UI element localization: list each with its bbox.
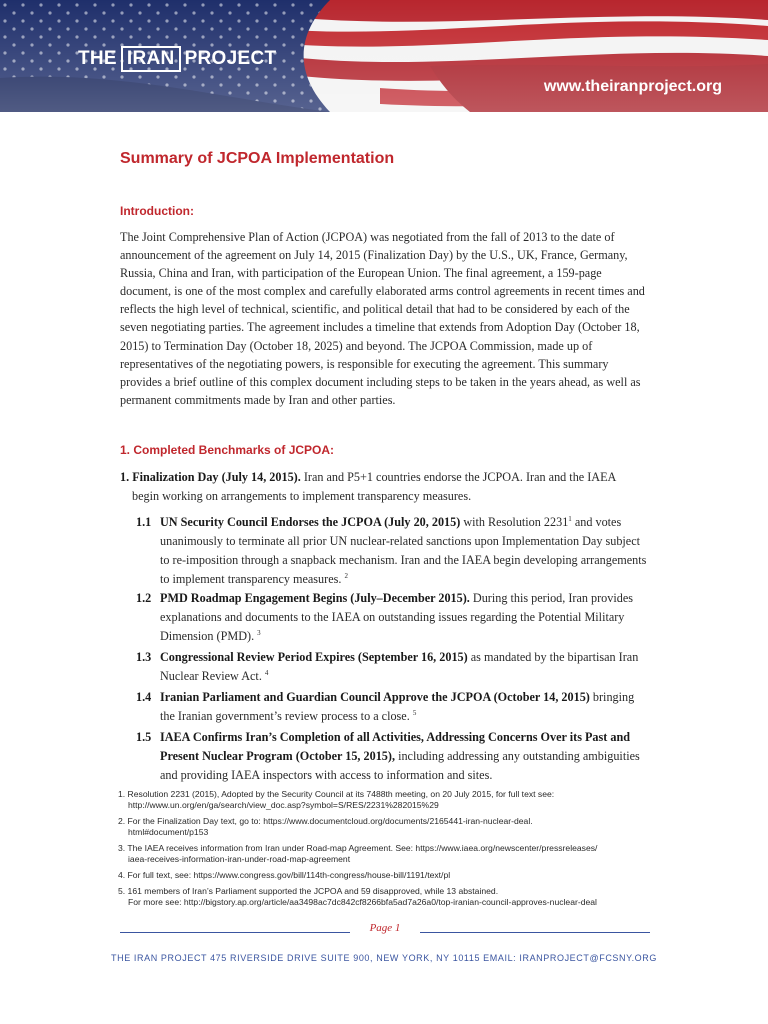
sub-item xyxy=(136,589,650,646)
sub-item-text: During this period, Iran provides explanations and documents to the IAEA on outstanding issues regarding the Potential Military Dimension (PMD). xyxy=(160,591,634,643)
sub-item xyxy=(136,648,650,686)
sub-item xyxy=(136,513,650,589)
sub-item-text: as mandated by the bipartisan Iran Nuclear Review Act. xyxy=(160,650,639,683)
footnote-ref[interactable]: 1 xyxy=(568,514,572,523)
page-number: Page 1 xyxy=(369,922,401,934)
footnotes xyxy=(118,789,658,913)
header-banner xyxy=(0,0,768,112)
footnote-line: 3. The IAEA receives information from Iran under Road-map Agreement. See: https://www.iaea.org/newscenter/pressreleases/ xyxy=(118,843,598,853)
footnote xyxy=(118,816,658,838)
logo-iran: IRAN xyxy=(121,46,181,72)
logo-the: THE xyxy=(78,48,117,69)
sub-item-text-after: and votes unanimously to terminate all prior UN nuclear-related sanctions upon Implementation Day subject to re-imposition through a snapback mechanism. Iran and the IAEA begin developing arrangements to implement transparency measures. xyxy=(160,515,647,586)
sub-item-text: including addressing any outstanding ambiguities and providing IAEA inspectors with access to information and sites. xyxy=(160,749,640,782)
sub-item-title: PMD Roadmap Engagement Begins (July–December 2015). xyxy=(160,591,470,605)
logo xyxy=(78,46,276,72)
footnote xyxy=(118,870,658,881)
benchmark-text-cont: begin working on arrangements to implement transparency measures. xyxy=(132,489,472,503)
benchmarks-heading: 1. Completed Benchmarks of JCPOA: xyxy=(120,443,335,457)
footnote-ref[interactable]: 4 xyxy=(264,668,269,677)
introduction-paragraph: The Joint Comprehensive Plan of Action (JCPOA) was negotiated from the fall of 2013 to the date of announcement of the agreement on July 14, 2015 (Finalization Day) by the U.S., UK, France, Germany, Russia, China and Iran, with participation of the European Union. The final agreement, a 159-page document, is one of the most complex and carefully elaborated arms control agreements in recent times and reflects the high level of technical, scientific, and political detail that had to be considered by each of the seven negotiating parties. The agreement includes a timeline that extends from Adoption Day (October 18, 2015) to Termination Day (October 18, 2025) and beyond. The JCPOA Commission, made up of representatives of the negotiating powers, is responsible for executing the agreement. This summary provides a brief outline of this complex document including steps to be taken in the years ahead, as well as permanent commitments made by Iran and other parties. xyxy=(120,230,645,407)
footnote-link[interactable]: html#document/p153 xyxy=(128,827,209,837)
footnote-ref[interactable]: 2 xyxy=(344,571,348,580)
footnote xyxy=(118,789,658,811)
introduction-heading: Introduction: xyxy=(120,204,194,218)
footnote-link[interactable]: iaea-receives-information-iran-under-road-map-agreement xyxy=(128,854,351,864)
footnote xyxy=(118,886,658,908)
page-title: Summary of JCPOA Implementation xyxy=(120,150,395,167)
footer-address: THE IRAN PROJECT 475 RIVERSIDE DRIVE SUITE 900, NEW YORK, NY 10115 EMAIL: IRANPROJECT@FCSNY.ORG xyxy=(111,953,657,963)
sub-item-title: UN Security Council Endorses the JCPOA (July 20, 2015) xyxy=(160,515,461,529)
sub-item-number: 1.3 xyxy=(136,650,152,664)
sub-item-number: 1.1 xyxy=(136,515,152,529)
logo-project: PROJECT xyxy=(184,48,277,69)
footnote-line: 1. Resolution 2231 (2015), Adopted by the Security Council at its 7488th meeting, on 20 July 2015, for full text see: xyxy=(118,789,555,799)
sub-item-title: Iranian Parliament and Guardian Council Approve the JCPOA (October 14, 2015) xyxy=(160,690,590,704)
footnote-line: 2. For the Finalization Day text, go to: https://www.documentcloud.org/documents/2165441-iran-nuclear-deal. xyxy=(118,816,533,826)
footnote-ref[interactable]: 5 xyxy=(412,708,417,717)
sub-item xyxy=(136,688,650,726)
sub-item-number: 1.4 xyxy=(136,690,152,704)
footnote xyxy=(118,843,658,865)
benchmark-text: Iran and P5+1 countries endorse the JCPOA. Iran and the IAEA xyxy=(300,470,617,484)
footnote-line: 5. 161 members of Iran’s Parliament supported the JCPOA and 59 disapproved, while 13 abstained. xyxy=(118,886,499,896)
sub-item-number: 1.2 xyxy=(136,591,152,605)
sub-item-number: 1.5 xyxy=(136,730,152,744)
page-indicator xyxy=(120,924,650,938)
footnote-link[interactable]: For more see: http://bigstory.ap.org/article/aa3498ac7dc842cf8266bfa5ad7a26a0/top-iranian-council-approves-nuclear-deal xyxy=(128,897,597,907)
website-link[interactable]: www.theiranproject.org xyxy=(543,78,722,95)
footnote-line: 4. For full text, see: https://www.congress.gov/bill/114th-congress/house-bill/1191/text/pl xyxy=(118,870,451,880)
sub-item xyxy=(136,728,650,785)
sub-item-text: bringing the Iranian government’s review process to a close. xyxy=(160,690,635,723)
sub-item-text: with Resolution 2231 xyxy=(460,515,569,529)
footnote-ref[interactable]: 3 xyxy=(257,628,261,637)
sub-item-title: IAEA Confirms Iran’s Completion of all Activities, Addressing Concerns Over its Past and Present Nuclear Program (October 15, 2015), xyxy=(160,730,631,763)
sub-item-title: Congressional Review Period Expires (September 16, 2015) xyxy=(160,650,468,664)
benchmark-item xyxy=(120,468,650,506)
benchmark-title: 1. Finalization Day (July 14, 2015). xyxy=(120,470,301,484)
divider xyxy=(420,932,650,933)
footnote-link[interactable]: http://www.un.org/en/ga/search/view_doc.asp?symbol=S/RES/2231%282015%29 xyxy=(128,800,439,810)
